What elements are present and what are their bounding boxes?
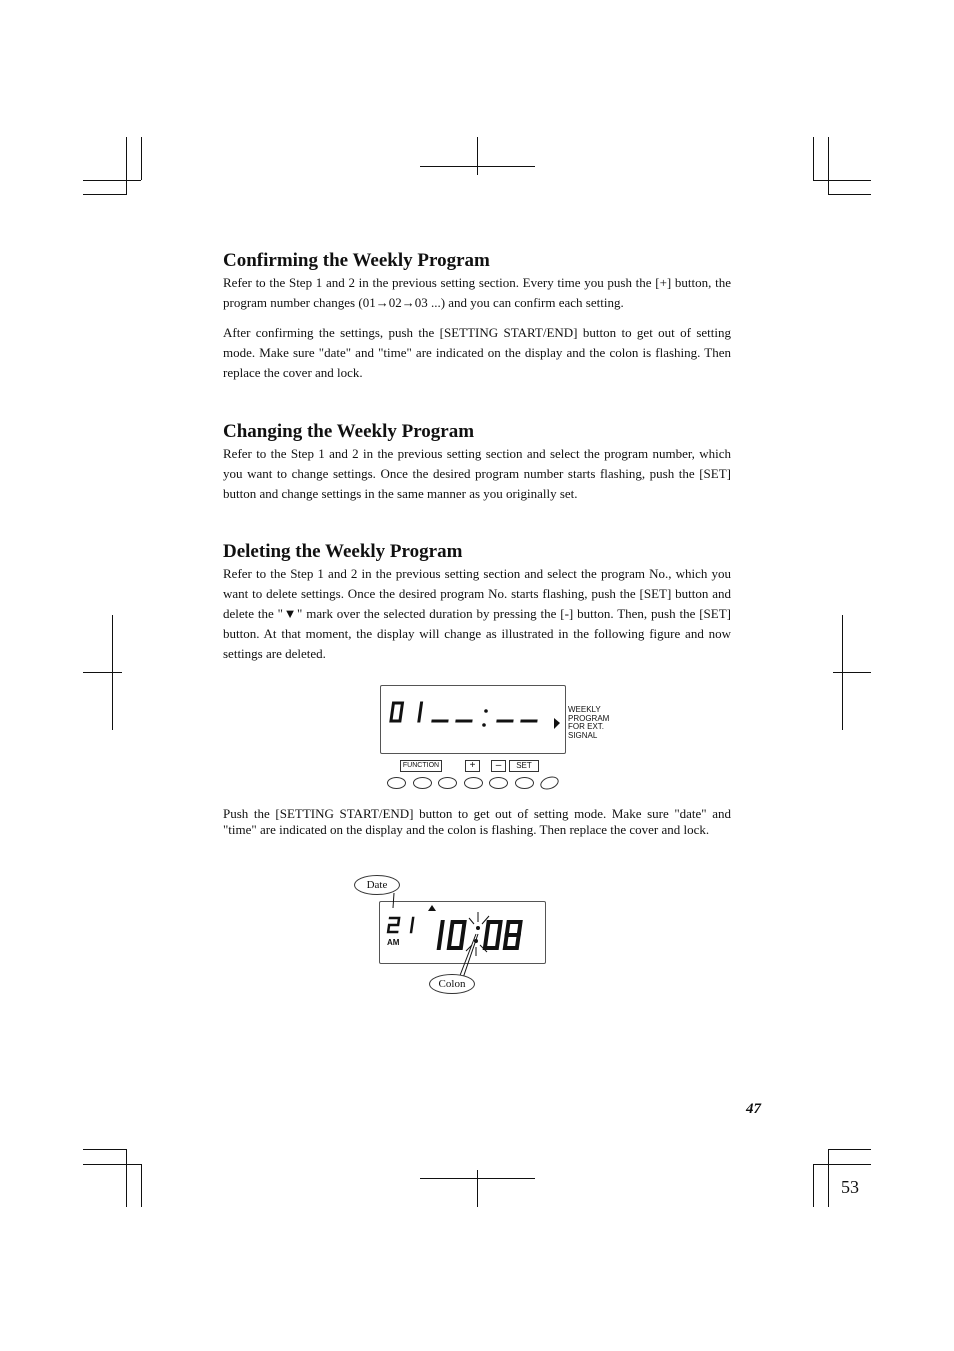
section-title-confirming: Confirming the Weekly Program	[223, 250, 490, 271]
weekly-program-indicator-label	[568, 706, 609, 740]
paragraph-confirming-2: After confirming the settings, push the [SETTING START/END] button to get out of setting mode. Make sure "date" and "time" are indicated on the display and the colon is flashing. Then replace the cover and lock.	[223, 325, 731, 380]
panel-button-2[interactable]	[413, 777, 432, 789]
setting-start-end-button[interactable]	[539, 774, 561, 792]
am-indicator: AM	[387, 938, 400, 947]
indicator-line-for-ext: FOR EXT.	[568, 722, 605, 731]
paragraph-deleting-2: Push the [SETTING START/END] button to get out of setting mode. Make sure "date" and "time" are indicated on the display and the colon is flashing. Then replace the cover and lock.	[223, 806, 731, 837]
panel-button-1[interactable]	[387, 777, 406, 789]
set-button-label: SET	[509, 760, 539, 772]
plus-button[interactable]	[464, 777, 483, 789]
indicator-line-weekly: WEEKLY	[568, 705, 601, 714]
panel-button-3[interactable]	[438, 777, 457, 789]
indicator-line-signal: SIGNAL	[568, 730, 598, 740]
paragraph-confirming-1: Refer to the Step 1 and 2 in the previous setting section. Every time you push the [+] button, the program number changes (01→02→03 ...) and you can confirm each setting.	[223, 275, 731, 310]
sheet-page-number: 53	[841, 1177, 859, 1197]
date-callout: Date	[354, 875, 400, 895]
function-button-label: FUNCTION	[400, 760, 442, 772]
paragraph-deleting-1: Refer to the Step 1 and 2 in the previous setting section and select the program No., which you want to delete settings. Once the desired program No. starts flashing, push the [SET] button and delete the "▼" mark over the selected duration by pressing the [-] button. Then, push the [SET] button. At that moment, the display will change as illustrated in the following figure and now settings are deleted.	[223, 566, 731, 661]
manual-page-number: 47	[746, 1101, 761, 1117]
section-title-changing: Changing the Weekly Program	[223, 421, 475, 442]
set-button[interactable]	[515, 777, 534, 789]
lcd-segments	[380, 685, 566, 754]
section-title-deleting: Deleting the Weekly Program	[223, 541, 463, 562]
colon-callout: Colon	[429, 974, 475, 994]
plus-button-label: +	[465, 760, 480, 772]
minus-button[interactable]	[489, 777, 508, 789]
minus-button-label: –	[491, 760, 506, 772]
indicator-line-program: PROGRAM	[568, 713, 610, 723]
paragraph-changing-1: Refer to the Step 1 and 2 in the previous setting section and select the program number, which you want to change settings. Once the desired program number starts flashing, push the [SET] button and change settings in the same manner as you originally set.	[223, 446, 731, 501]
